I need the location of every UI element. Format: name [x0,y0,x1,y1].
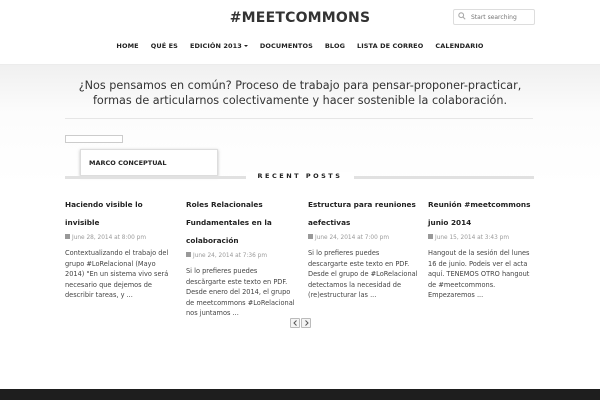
tab-label: MARCO CONCEPTUAL [89,159,167,167]
nav-item-lista-de-correo[interactable]: LISTA DE CORREO [357,42,424,50]
post-date [308,233,420,243]
nav-item-blog[interactable]: BLOG [324,42,346,50]
divider [65,118,533,119]
nav-item-que-es[interactable]: QUÉ ES [150,42,178,50]
post-date [186,251,296,261]
search-input[interactable] [471,10,531,24]
post-date-text: June 15, 2014 at 3:43 pm [435,235,509,241]
calendar-icon [65,234,70,239]
chevron-left-icon [293,320,298,326]
post-title[interactable]: Roles Relacionales Fundamentales en la colaboración [186,200,272,245]
calendar-icon [308,234,313,239]
post-card [65,196,177,301]
tagline-line-2: formas de articularnos colectivamente y hacer sostenible la colaboración. [92,94,508,107]
search-icon [458,12,466,20]
post-title[interactable]: Reunión #meetcommons junio 2014 [428,200,531,227]
recent-posts-heading: RECENT POSTS [246,172,354,180]
post-date-text: June 24, 2014 at 7:00 pm [315,235,389,241]
site-title[interactable]: #MEETCOMMONS [229,10,371,26]
tab-marco-conceptual[interactable] [80,149,218,176]
site-footer [0,389,600,400]
divider-left [65,176,246,179]
post-excerpt: Hangout de la sesión del lunes 16 de junio. Podeis ver el acta aquí. TENEMOS OTRO hangout de #meetcommons. Empezaremos ... [428,249,530,300]
post-title[interactable]: Estructura para reuniones aefectivas [308,200,416,227]
nav-item-edicion-label: EDICIÓN 2013 [189,42,242,50]
post-date [428,233,536,243]
main-nav [0,42,600,50]
chevron-down-icon [244,45,248,47]
search-box[interactable] [453,9,535,25]
nav-item-home[interactable]: HOME [116,42,139,50]
post-title[interactable]: Haciendo visible lo invisible [65,200,143,227]
post-excerpt: Si lo prefieres puedes descărgarte este texto en PDF. Desde enero del 2014, el grupo de meetcommons #LoRelacional nos juntamos ... [186,267,295,318]
post-excerpt: Si lo prefieres puedes descargarte este texto en PDF. Desde el grupo de #LoRelacional detectamos la necesidad de (re)estructurar las ... [308,249,418,300]
prev-button[interactable] [290,318,300,328]
calendar-icon [186,252,191,257]
post-date-text: June 28, 2014 at 8:00 pm [72,235,146,241]
calendar-icon [428,234,433,239]
post-card [308,196,420,301]
next-button[interactable] [301,318,311,328]
chevron-right-icon [304,320,309,326]
post-excerpt: Contextualizando el trabajo del grupo #LoRelacional (Mayo 2014) "En un sistema vivo será necesario que dejemos de describir tareas, y ... [65,249,169,300]
nav-item-calendario[interactable]: CALENDARIO [435,42,484,50]
hero-tagline [60,78,540,108]
post-date [65,233,177,243]
nav-item-edicion-2013[interactable] [190,42,248,50]
nav-item-documentos[interactable]: DOCUMENTOS [259,42,313,50]
post-card [428,196,536,301]
tagline-line-1: ¿Nos pensamos en común? Proceso de trabajo para pensar-proponer-practicar, [78,79,522,92]
site-header [0,0,600,65]
post-card [186,196,296,319]
empty-box [65,135,123,143]
divider-right [354,176,534,179]
post-date-text: June 24, 2014 at 7:36 pm [193,253,267,259]
